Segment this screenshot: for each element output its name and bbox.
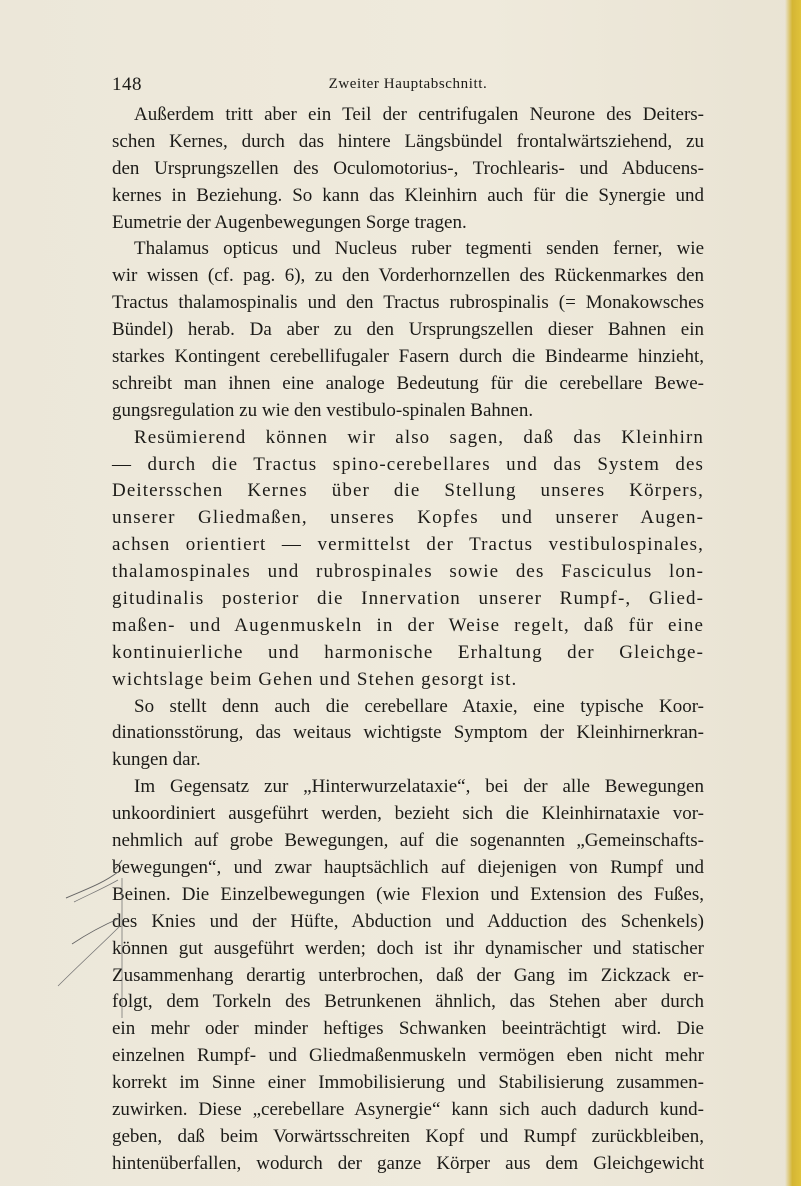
text-line: unserer Gliedmaßen, unseres Kopfes und unserer Augen- — [112, 507, 704, 529]
text-line: So stellt denn auch die cerebellare Ataxie, eine typische Koor- — [134, 695, 704, 717]
text-line: schen Kernes, durch das hintere Längsbündel frontalwärtsziehend, zu — [112, 130, 704, 152]
text-line: zuwirken. Diese „cerebellare Asynergie“ kann sich auch dadurch kund- — [112, 1098, 704, 1120]
text-line: einzelnen Rumpf- und Gliedmaßenmuskeln vermögen eben nicht mehr — [112, 1045, 704, 1067]
running-head: Zweiter Hauptabschnitt. — [328, 76, 488, 92]
text-line: Außerdem tritt aber ein Teil der centrifugalen Neurone des Deiters- — [134, 104, 704, 125]
text-line: bewegungen“, und zwar hauptsächlich auf diejenigen von Rumpf und — [112, 856, 704, 878]
text-line: korrekt im Sinne einer Immobilisierung und Stabilisierung zusammen- — [112, 1072, 704, 1094]
pencil-scribble-mark — [52, 858, 124, 1018]
text-line: Thalamus opticus und Nucleus ruber tegmenti senden ferner, wie — [134, 238, 704, 260]
text-line: Eumetrie der Augenbewegungen Sorge tragen. — [112, 211, 467, 233]
text-line: achsen orientiert — vermittelst der Tractus vestibulospinales, — [112, 534, 704, 556]
text-line: folgt, dem Torkeln des Betrunkenen ähnlich, das Stehen aber durch — [112, 991, 704, 1013]
body-text — [112, 102, 704, 1178]
text-line: wichtslage beim Gehen und Stehen gesorgt ist. — [112, 668, 518, 690]
text-line: des Knies und der Hüfte, Abduction und Adduction des Schenkels) — [112, 910, 704, 932]
text-line: nehmlich auf grobe Bewegungen, auf die sogenannten „Gemeinschafts- — [112, 830, 704, 852]
text-line: geben, daß beim Vorwärtsschreiten Kopf und Rumpf zurückbleiben, — [112, 1125, 704, 1147]
page-number: 148 — [112, 74, 142, 95]
text-line: kontinuierliche und harmonische Erhaltung der Gleichge- — [112, 641, 704, 663]
text-line: Zusammenhang derartig unterbrochen, daß der Gang im Zickzack er- — [112, 964, 704, 986]
text-line: gungsregulation zu wie den vestibulo-spinalen Bahnen. — [112, 399, 534, 421]
text-line: Bündel) herab. Da aber zu den Ursprungszellen dieser Bahnen ein — [112, 319, 704, 341]
text-line: Im Gegensatz zur „Hinterwurzelataxie“, bei der alle Bewegungen — [134, 776, 704, 798]
text-line: dinationsstörung, das weitaus wichtigste Symptom der Kleinhirnerkran- — [112, 722, 704, 744]
text-line: können gut ausgeführt werden; doch ist ihr dynamischer und statischer — [112, 937, 704, 959]
text-line: wir wissen (cf. pag. 6), zu den Vorderhornzellen des Rückenmarkes den — [112, 265, 704, 287]
text-line: kernes in Beziehung. So kann das Kleinhirn auch für die Synergie und — [112, 184, 704, 206]
text-line: thalamospinales und rubrospinales sowie des Fasciculus lon- — [112, 561, 704, 583]
text-line: unkoordiniert ausgeführt werden, bezieht sich die Kleinhirnataxie vor- — [112, 803, 704, 825]
text-line: Tractus thalamospinalis und den Tractus rubrospinalis (= Monakowsches — [112, 292, 704, 314]
text-line: kungen dar. — [112, 749, 201, 771]
text-line: gitudinalis posterior die Innervation unserer Rumpf-, Glied- — [112, 588, 704, 610]
text-line: hintenüberfallen, wodurch der ganze Körper aus dem Gleichgewicht — [112, 1152, 704, 1174]
text-line: Beinen. Die Einzelbewegungen (wie Flexion und Extension des Fußes, — [112, 883, 704, 905]
text-line: — durch die Tractus spino-cerebellares und das System des — [112, 453, 704, 475]
text-line: ein mehr oder minder heftiges Schwanken beeinträchtigt wird. Die — [112, 1018, 704, 1040]
text-line: Deitersschen Kernes über die Stellung unseres Körpers, — [112, 480, 704, 502]
text-line: maßen- und Augenmuskeln in der Weise regelt, daß für eine — [112, 614, 704, 636]
page-edge-gilt — [785, 0, 801, 1186]
text-line: schreibt man ihnen eine analoge Bedeutung für die cerebellare Bewe- — [112, 372, 704, 394]
text-line: starkes Kontingent cerebellifugaler Fasern durch die Bindearme hinzieht, — [112, 346, 704, 368]
page-header — [112, 74, 704, 96]
text-line: Resümierend können wir also sagen, daß das Kleinhirn — [134, 426, 704, 448]
text-line: den Ursprungszellen des Oculomotorius-, Trochlearis- und Abducens- — [112, 157, 704, 179]
